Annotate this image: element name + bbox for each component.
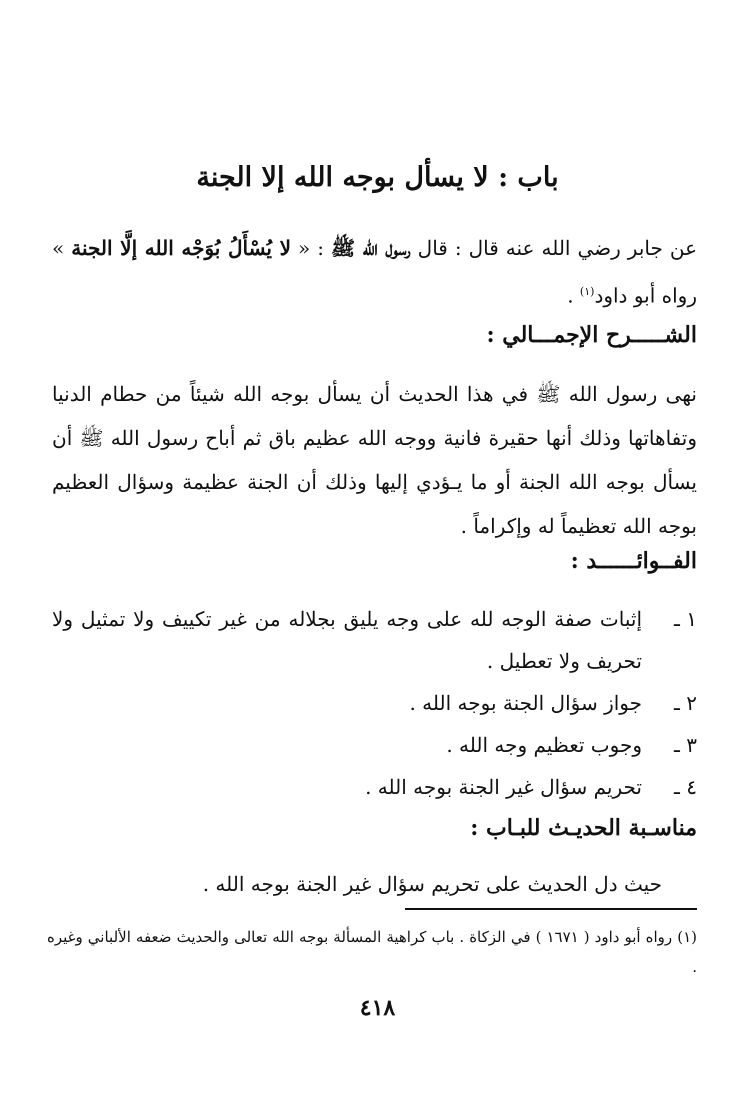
hadith-text: لا يُسْأَلُ بُوَجْه الله إلَّا الجنة bbox=[71, 236, 292, 260]
hadith-speaker: رسول الله ﷺ bbox=[331, 236, 411, 260]
list-item-text: تحريم سؤال غير الجنة بوجه الله . bbox=[365, 775, 642, 799]
list-item-number: ١ ـ bbox=[674, 607, 697, 631]
chapter-title: باب : لا يسأل بوجه الله إلا الجنة bbox=[196, 162, 559, 193]
list-item-text: وجوب تعظيم وجه الله . bbox=[446, 733, 642, 757]
hadith-intro: عن جابر رضي الله عنه قال : قال bbox=[410, 236, 698, 260]
sharh-paragraph: نهى رسول الله ﷺ في هذا الحديث أن يسأل بوجه الله شيئاً من حطام الدنيا وتفاهاتها وذلك أنها حقيرة فانية ووجه الله عظيم باق ثم أباح رسول الله ﷺ أن يسأل بوجه الله الجنة أو ما يـؤدي إليها وذلك أن الجنة عظيمة وسؤال العظيم بوجه الله تعظيماً له وإكراماً . bbox=[52, 382, 697, 538]
munasaba-paragraph: حيث دل الحديث على تحريم سؤال غير الجنة بوجه الله . bbox=[202, 872, 662, 896]
list-item-number: ٣ ـ bbox=[674, 733, 697, 757]
hadith-paragraph bbox=[52, 226, 697, 318]
list-item-text: إثبات صفة الوجه لله على وجه يليق بجلاله من غير تكييف ولا تمثيل ولا تحريف ولا تعطيل . bbox=[52, 607, 642, 673]
list-item bbox=[52, 724, 697, 766]
list-item bbox=[52, 766, 697, 808]
sharh-heading: الشـــــرح الإجمـــالي : bbox=[486, 322, 697, 348]
munasaba-heading: مناسـبة الحديـث للبـاب : bbox=[470, 815, 697, 841]
list-item bbox=[52, 682, 697, 724]
footnote: (١) رواه أبو داود ( ١٦٧١ ) في الزكاة . باب كراهية المسألة بوجه الله تعالى والحديث ضعفه الألباني وغيره . bbox=[47, 928, 698, 976]
fawaid-list bbox=[52, 598, 697, 808]
footnote-divider bbox=[405, 908, 697, 910]
page-number: ٤١٨ bbox=[359, 995, 396, 1021]
footnote-reference: (١) bbox=[579, 285, 595, 298]
list-item bbox=[52, 598, 697, 682]
hadith-end: . bbox=[567, 283, 580, 308]
hadith-colon: : « bbox=[291, 236, 332, 260]
hadith-source: » رواه أبو داود bbox=[52, 236, 697, 308]
list-item-number: ٢ ـ bbox=[674, 691, 697, 715]
list-item-text: جواز سؤال الجنة بوجه الله . bbox=[409, 691, 642, 715]
fawaid-heading: الفــوائــــــد : bbox=[570, 548, 697, 574]
list-item-number: ٤ ـ bbox=[674, 775, 697, 799]
